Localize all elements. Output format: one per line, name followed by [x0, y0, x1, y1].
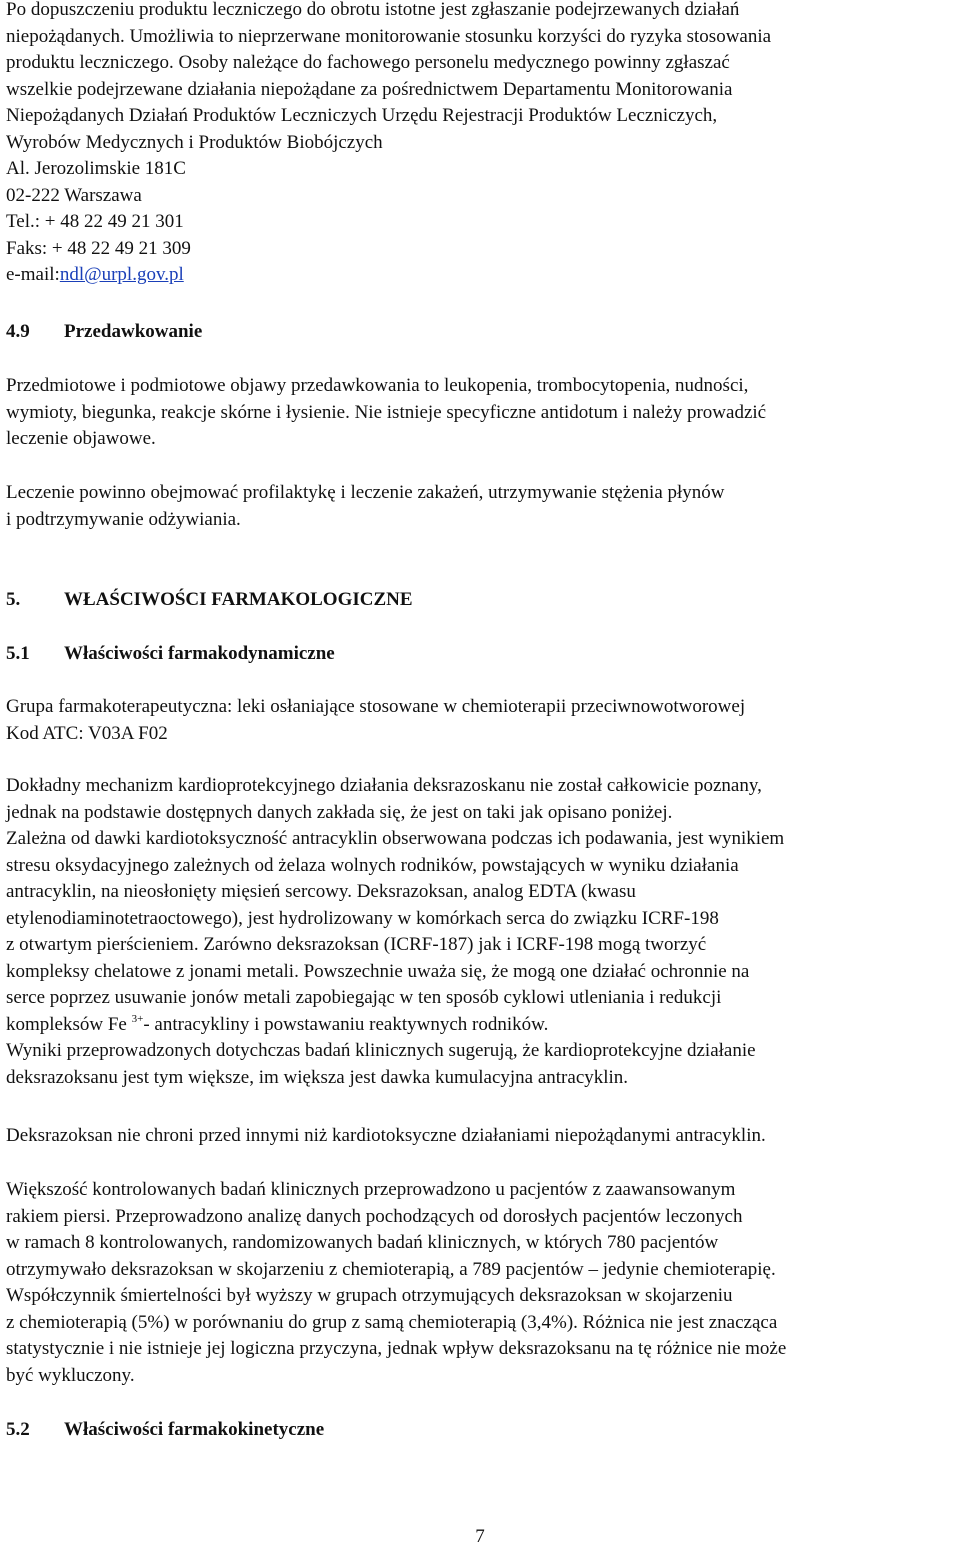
text-line: statystycznie i nie istnieje jej logiczna przyczyna, jednak wpływ deksrazoksanu na tę różnice nie może — [6, 1338, 787, 1359]
text-line: Wyrobów Medycznych i Produktów Biobójczych — [6, 131, 383, 153]
text-line: Dokładny mechanizm kardioprotekcyjnego działania deksrazoskanu nie został całkowicie poznany, — [6, 775, 762, 796]
section-title: Właściwości farmakokinetyczne — [64, 1419, 325, 1440]
text-line: Zależna od dawki kardiotoksyczność antracyklin obserwowana podczas ich podawania, jest wynikiem — [6, 828, 785, 849]
text-line: stresu oksydacyjnego zależnych od żelaza wolnych rodników, powstających w wyniku działania — [6, 854, 739, 876]
text-line: Deksrazoksan nie chroni przed innymi niż kardiotoksyczne działaniami niepożądanymi antracyklin. — [6, 1125, 766, 1146]
section-5-2-heading — [6, 1417, 958, 1444]
text-line: kompleksy chelatowe z jonami metali. Powszechnie uważa się, że mogą one działać ochronnie na — [6, 960, 750, 982]
text-line — [6, 1012, 958, 1039]
text-line: jednak na podstawie dostępnych danych zakłada się, że jest on taki jak opisano poniżej. — [6, 801, 673, 823]
overdose-paragraph — [6, 373, 958, 453]
page-number: 7 — [475, 1526, 485, 1547]
section-5-heading — [6, 587, 958, 614]
text-line: Grupa farmakoterapeutyczna: leki osłaniające stosowane w chemioterapii przeciwnowotworowej — [6, 696, 746, 717]
text-line: Wyniki przeprowadzonych dotychczas badań klinicznych sugerują, że kardioprotekcyjne działanie — [6, 1040, 756, 1061]
text-line: i podtrzymywanie odżywiania. — [6, 508, 241, 530]
treatment-paragraph — [6, 480, 958, 533]
section-4-9-heading — [6, 319, 958, 346]
section-title: Przedawkowanie — [64, 321, 203, 342]
pharmacotherapeutic-group — [6, 694, 958, 747]
text-line: Współczynnik śmiertelności był wyższy w grupach otrzymujących deksrazoksan w skojarzeniu — [6, 1285, 733, 1306]
email-label: e-mail: — [6, 264, 60, 285]
text-line: Przedmiotowe i podmiotowe objawy przedawkowania to leukopenia, trombocytopenia, nudności, — [6, 375, 749, 396]
section-5-1-heading — [6, 641, 958, 668]
text-line: w ramach 8 kontrolowanych, randomizowanych badań klinicznych, w których 780 pacjentów — [6, 1232, 719, 1253]
section-number: 4.9 — [6, 321, 30, 342]
mechanism-paragraph — [6, 773, 958, 1091]
text-line: serce poprzez usuwanie jonów metali zapobiegając w ten sposób cyklowi utleniania i redukcji — [6, 987, 722, 1008]
no-protection-paragraph — [6, 1123, 958, 1150]
text-line: wymioty, biegunka, reakcje skórne i łysienie. Nie istnieje specyficzne antidotum i należy prowadzić — [6, 401, 767, 423]
text-line: otrzymywało deksrazoksan w skojarzeniu z chemioterapią, a 789 pacjentów – jedynie chemioterapię. — [6, 1258, 776, 1280]
text-line: z chemioterapią (5%) w porównaniu do grup z samą chemioterapią (3,4%). Różnica nie jest znacząca — [6, 1311, 778, 1333]
section-number: 5. — [6, 589, 21, 610]
email-link[interactable]: ndl@urpl.gov.pl — [59, 264, 184, 285]
text-line: Większość kontrolowanych badań klinicznych przeprowadzono u pacjentów z zaawansowanym — [6, 1179, 736, 1200]
fax-number: Faks: + 48 22 49 21 309 — [6, 237, 191, 259]
email-line — [6, 262, 958, 289]
section-number: 5.2 — [6, 1419, 30, 1440]
phone-number: Tel.: + 48 22 49 21 301 — [6, 211, 184, 232]
text-line: leczenie objawowe. — [6, 428, 156, 449]
fe-superscript: 3+ — [131, 1012, 144, 1025]
section-number: 5.1 — [6, 643, 30, 664]
text-line: antracyklin, na nieosłonięty mięsień sercowy. Deksrazoksan, analog EDTA (kwasu — [6, 881, 636, 902]
section-title: Właściwości farmakodynamiczne — [64, 643, 335, 664]
text-line: z otwartym pierścieniem. Zarówno deksrazoksan (ICRF-187) jak i ICRF-198 mogą tworzyć — [6, 934, 707, 955]
fe-text-cont: - antracykliny i powstawaniu reaktywnych rodników. — [143, 1013, 549, 1035]
text-line: być wykluczony. — [6, 1364, 135, 1386]
text-line: produktu leczniczego. Osoby należące do fachowego personelu medycznego powinny zgłaszać — [6, 52, 730, 73]
address-line: Al. Jerozolimskie 181C — [6, 158, 186, 179]
reporting-paragraph — [6, 0, 958, 289]
text-line: Po dopuszczeniu produktu leczniczego do obrotu istotne jest zgłaszanie podejrzewanych działań — [6, 0, 740, 20]
text-line: etylenodiaminotetraoctowego), jest hydrolizowany w komórkach serca do związku ICRF-198 — [6, 907, 719, 929]
text-line: deksrazoksanu jest tym większe, im większa jest dawka kumulacyjna antracyklin. — [6, 1066, 629, 1088]
text-line: Leczenie powinno obejmować profilaktykę i leczenie zakażeń, utrzymywanie stężenia płynów — [6, 482, 725, 503]
address-line: 02-222 Warszawa — [6, 184, 142, 206]
section-title: WŁAŚCIWOŚCI FARMAKOLOGICZNE — [64, 589, 413, 610]
text-line: Niepożądanych Działań Produktów Leczniczych Urzędu Rejestracji Produktów Leczniczych, — [6, 105, 718, 126]
trials-paragraph — [6, 1177, 958, 1389]
text-line: wszelkie podejrzewane działania niepożądane za pośrednictwem Departamentu Monitorowania — [6, 78, 733, 100]
fe-text: kompleksów Fe — [6, 1013, 132, 1035]
atc-code: Kod ATC: V03A F02 — [6, 722, 168, 744]
text-line: niepożądanych. Umożliwia to nieprzerwane monitorowanie stosunku korzyści do ryzyka stosowania — [6, 25, 772, 47]
text-line: rakiem piersi. Przeprowadzono analizę danych pochodzących od dorosłych pacjentów leczonych — [6, 1205, 743, 1227]
